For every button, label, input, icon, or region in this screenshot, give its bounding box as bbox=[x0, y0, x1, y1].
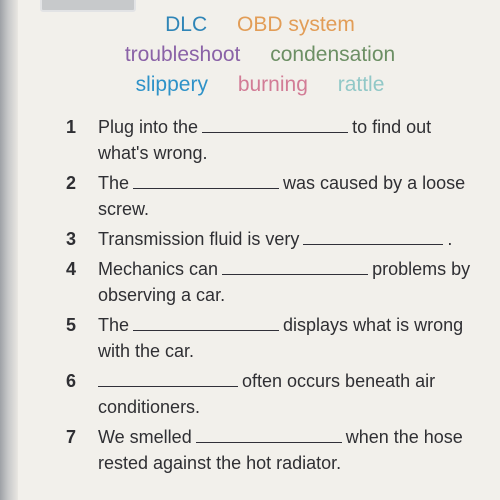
item-line-1 bbox=[98, 424, 500, 450]
word-troubleshoot: troubleshoot bbox=[124, 43, 241, 66]
answer-blank[interactable] bbox=[303, 228, 443, 245]
item-line-1 bbox=[98, 114, 500, 140]
exercise-item-1 bbox=[66, 114, 500, 166]
item-continuation: rested against the hot radiator. bbox=[98, 453, 342, 473]
item-number: 6 bbox=[66, 371, 77, 391]
answer-blank[interactable] bbox=[133, 172, 279, 189]
page-binding-edge bbox=[0, 0, 18, 500]
item-text-after: problems by bbox=[372, 259, 471, 279]
item-number: 3 bbox=[66, 229, 77, 249]
item-text-before: Mechanics can bbox=[98, 259, 219, 279]
word-bank-row-1 bbox=[20, 10, 500, 40]
word-dlc: DLC bbox=[165, 13, 208, 36]
item-continuation: conditioners. bbox=[98, 397, 201, 417]
item-continuation: screw. bbox=[98, 199, 150, 219]
item-text-after: was caused by a loose bbox=[283, 173, 466, 193]
item-text-after: when the hose bbox=[345, 427, 463, 447]
word-burning: burning bbox=[237, 73, 308, 96]
exercise-item-6 bbox=[66, 368, 500, 420]
item-number: 1 bbox=[66, 117, 77, 137]
word-bank-row-3 bbox=[20, 70, 500, 100]
item-text-before: The bbox=[98, 315, 130, 335]
item-number: 5 bbox=[66, 315, 77, 335]
item-text-after: often occurs beneath air bbox=[242, 371, 436, 391]
answer-blank[interactable] bbox=[222, 258, 368, 275]
item-line-1 bbox=[98, 170, 500, 196]
item-line-1 bbox=[98, 368, 500, 394]
word-slippery: slippery bbox=[135, 73, 208, 96]
item-number: 4 bbox=[66, 259, 77, 279]
answer-blank[interactable] bbox=[133, 314, 279, 331]
item-line-1 bbox=[98, 226, 500, 252]
fill-in-exercise bbox=[66, 114, 500, 476]
item-text-after: . bbox=[447, 229, 453, 249]
item-line-1 bbox=[98, 312, 500, 338]
item-continuation: what's wrong. bbox=[98, 143, 208, 163]
exercise-item-4 bbox=[66, 256, 500, 308]
item-continuation: observing a car. bbox=[98, 285, 226, 305]
item-text-before: The bbox=[98, 173, 130, 193]
exercise-item-7 bbox=[66, 424, 500, 476]
answer-blank[interactable] bbox=[98, 370, 238, 387]
exercise-item-3 bbox=[66, 226, 500, 252]
item-text-before: Plug into the bbox=[98, 117, 199, 137]
answer-blank[interactable] bbox=[196, 426, 342, 443]
word-bank-row-2 bbox=[20, 40, 500, 70]
item-text-before: We smelled bbox=[98, 427, 192, 447]
word-bank bbox=[20, 10, 500, 100]
item-continuation: with the car. bbox=[98, 341, 195, 361]
item-number: 2 bbox=[66, 173, 77, 193]
item-number: 7 bbox=[66, 427, 77, 447]
item-text-after: to find out bbox=[352, 117, 432, 137]
answer-blank[interactable] bbox=[202, 116, 348, 133]
exercise-item-2 bbox=[66, 170, 500, 222]
item-text-after: displays what is wrong bbox=[283, 315, 464, 335]
word-condensation: condensation bbox=[270, 43, 396, 66]
exercise-item-5 bbox=[66, 312, 500, 364]
word-rattle: rattle bbox=[337, 73, 385, 96]
item-text-before: Transmission fluid is very bbox=[98, 229, 300, 249]
item-line-1 bbox=[98, 256, 500, 282]
word-obd-system: OBD system bbox=[237, 13, 355, 36]
